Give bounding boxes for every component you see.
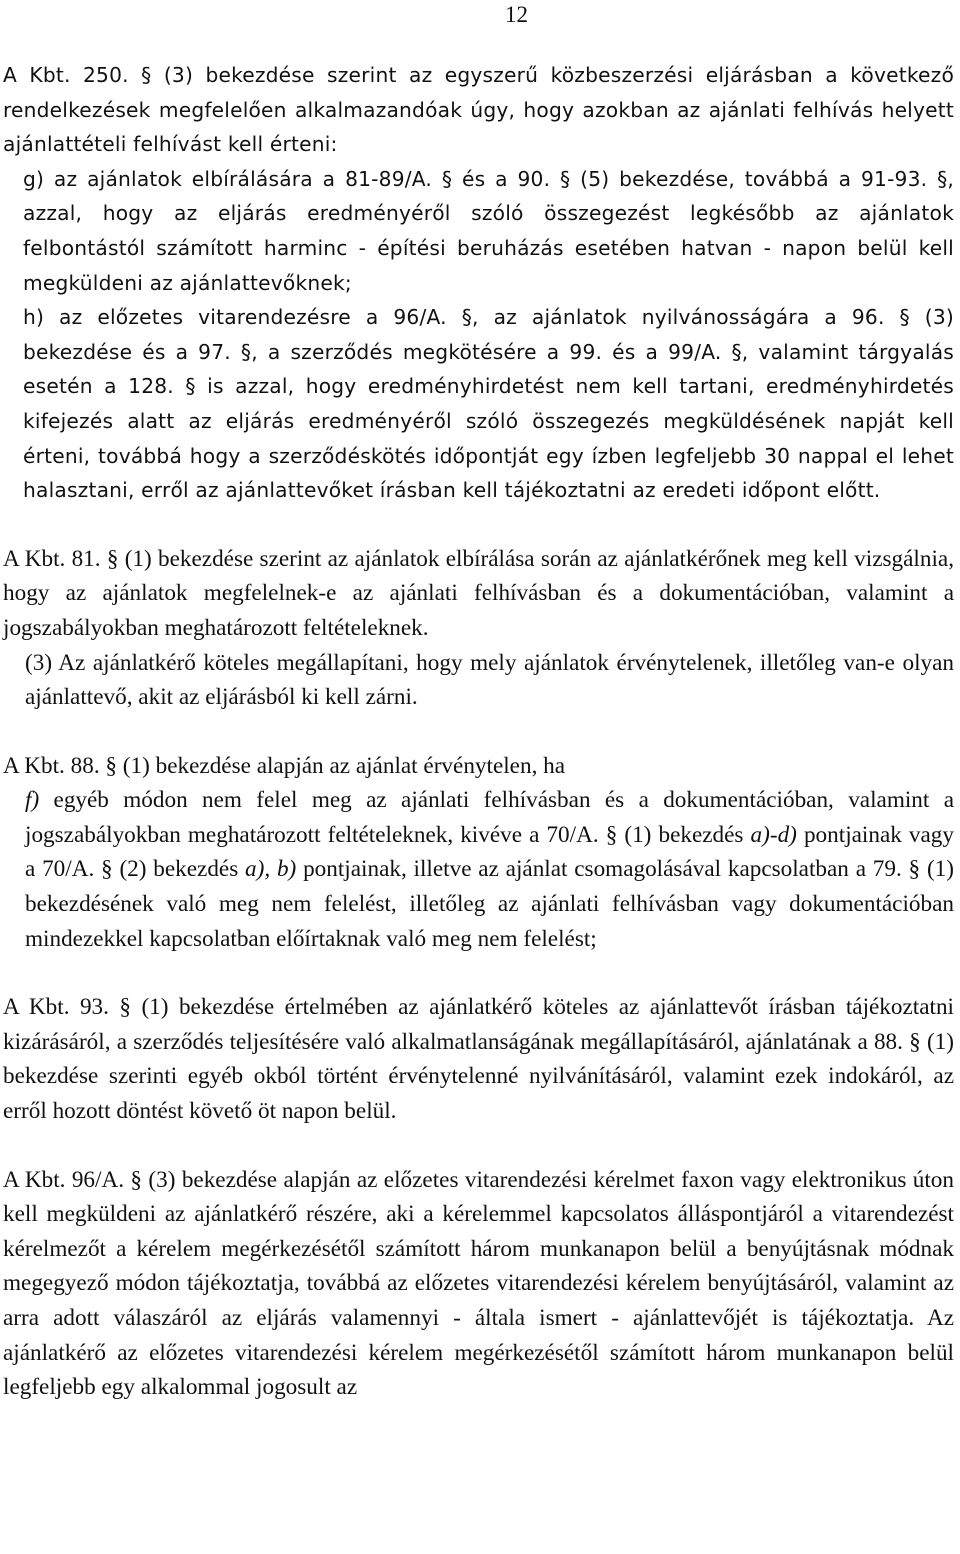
- section-kbt-88: [3, 749, 954, 957]
- point-f-label: f): [25, 787, 40, 814]
- section-kbt-250: [3, 58, 954, 508]
- paragraph-kbt-250-intro: A Kbt. 250. § (3) bekezdése szerint az egyszerű közbeszerzési eljárásban a következő rendelkezések megfelelően alkalmazandóak úgy, hogy azokban az ajánlati felhívás helyett ajánlattételi felhívást kell érteni:: [3, 63, 954, 157]
- page-number: 12: [505, 2, 528, 27]
- paragraph-kbt-81: A Kbt. 81. § (1) bekezdése szerint az ajánlatok elbírálása során az ajánlatkérőnek meg kell vizsgálnia, hogy az ajánlatok megfelelnek-e az ajánlati felhívásban és a dokumentációban, valamint a jogszabályokban meghatározott feltételeknek.: [3, 545, 954, 641]
- paragraph-point-f: [3, 783, 954, 956]
- section-kbt-93: [3, 990, 954, 1128]
- point-f-italic-2: a), b): [245, 856, 297, 883]
- paragraph-kbt-88: A Kbt. 88. § (1) bekezdése alapján az ajánlat érvénytelen, ha: [3, 752, 566, 779]
- paragraph-gap: [3, 508, 954, 542]
- paragraph-kbt-93: A Kbt. 93. § (1) bekezdése értelmében az ajánlatkérő köteles az ajánlattevőt írásban tájékoztatni kizárásáról, a szerződés teljesítésére való alkalmatlanságának megállapításáról, ajánlatának a 88. § (1) bekezdése szerinti egyéb okból történt érvénytelenné nyilvánításáról, valamint ezek indokáról, az erről hozott döntést követő öt napon belül.: [3, 994, 954, 1125]
- paragraph-gap: [3, 715, 954, 749]
- section-kbt-81: [3, 542, 954, 715]
- paragraph-gap: [3, 956, 954, 990]
- point-f-text-3: pontjainak, illetve az ajánlat csomagolásával kapcsolatban a 79. § (1) bekezdésének való meg nem felelést, illetőleg az ajánlati felhívásban vagy dokumentációban mindezekkel kapcsolatban előírtaknak való meg nem felelést;: [25, 856, 954, 952]
- point-f-text-1: egyéb módon nem felel meg az ajánlati felhívásban és a dokumentációban, valamint a jogszabályokban meghatározott feltételeknek, kivéve a 70/A. § (1) bekezdés: [25, 787, 954, 848]
- paragraph-kbt-96a: A Kbt. 96/A. § (3) bekezdése alapján az előzetes vitarendezési kérelmet faxon vagy elektronikus úton kell megküldeni az ajánlatkérő részére, aki a kérelemmel kapcsolatos álláspontjáról a vitarendezést kérelmezőt a kérelem megérkezésétől számított három munkanapon belül a benyújtásnak módnak megegyező módon tájékoztatja, továbbá az előzetes vitarendezési kérelem benyújtásáról, valamint az arra adott válaszáról az eljárás valamennyi - általa ismert - ajánlattevőjét is tájékoztatja. Az ajánlatkérő az előzetes vitarendezési kérelem megérkezésétől számított három munkanapon belül legfeljebb egy alkalommal jogosult az: [3, 1166, 954, 1401]
- section-kbt-96a: [3, 1163, 954, 1405]
- paragraph-point-h: h) az előzetes vitarendezésre a 96/A. §, az ajánlatok nyilvánosságára a 96. § (3) bekezdése és a 97. §, a szerződés megkötésére a 99. és a 99/A. §, valamint tárgyalás esetén a 128. § is azzal, hogy eredményhirdetést nem kell tartani, eredményhirdetés kifejezés alatt az eljárás eredményéről szóló összegezés megküldésének napját kell érteni, továbbá hogy a szerződéskötés időpontját egy ízben legfeljebb 30 nappal el lehet halasztani, erről az ajánlattevőket írásban kell tájékoztatni az eredeti időpont előtt.: [23, 305, 954, 503]
- point-f-text-2: pontjainak vagy a 70/A. § (2) bekezdés: [25, 821, 954, 883]
- document-body: [3, 58, 954, 1405]
- paragraph-kbt-81-3: (3) Az ajánlatkérő köteles megállapítani, hogy mely ajánlatok érvénytelenek, illetőleg van-e olyan ajánlattevő, akit az eljárásból ki kell zárni.: [25, 649, 954, 711]
- point-f-italic-1: a)-d): [750, 821, 797, 848]
- paragraph-gap: [3, 1129, 954, 1163]
- paragraph-point-g: g) az ajánlatok elbírálására a 81-89/A. § és a 90. § (5) bekezdése, továbbá a 91-93. §, azzal, hogy az eljárás eredményéről szóló összegezést legkésőbb az ajánlatok felbontástól számított harminc - építési beruházás esetében hatvan - napon belül kell megküldeni az ajánlattevőknek;: [23, 166, 954, 295]
